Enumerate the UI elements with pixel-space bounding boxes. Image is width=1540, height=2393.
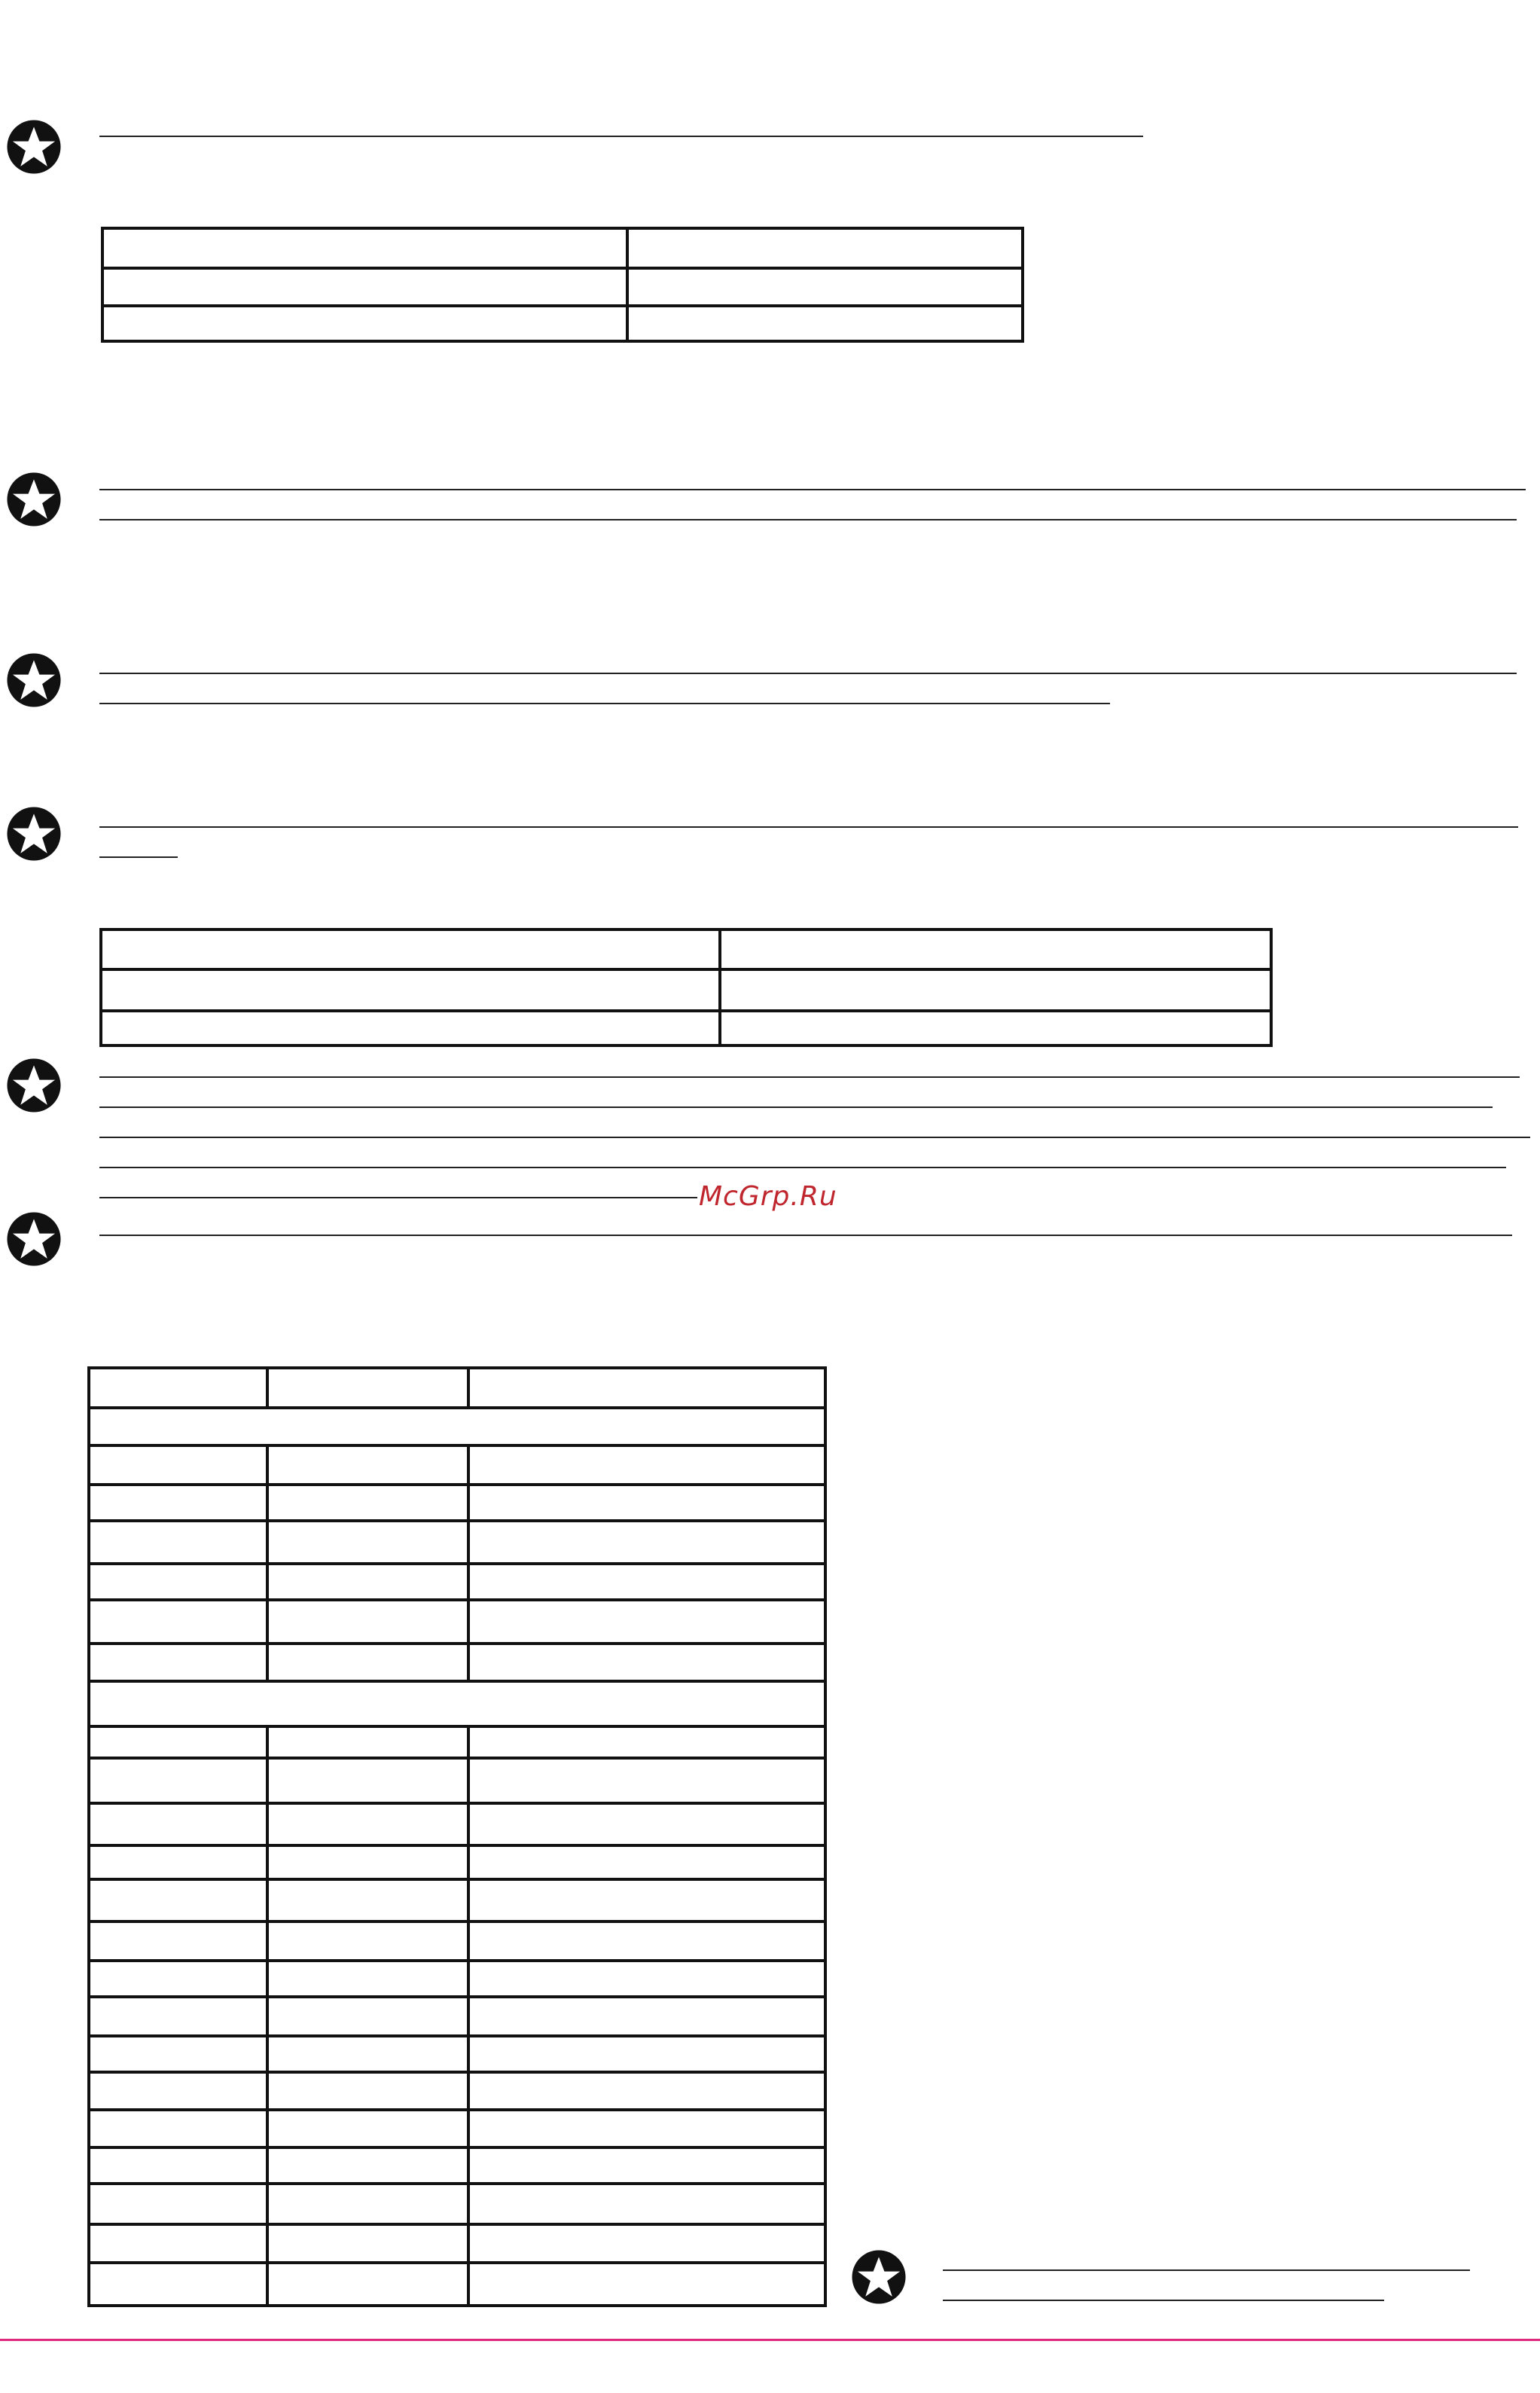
table-cell (627, 228, 1023, 268)
table-cell (89, 2072, 267, 2110)
table-cell (267, 1879, 468, 1921)
star-bullet-icon (6, 472, 62, 527)
table-cell (468, 1879, 825, 1921)
table-cell (468, 1445, 825, 1485)
text-line (99, 1076, 1520, 1078)
table-cell (720, 929, 1271, 969)
table-cell (89, 1961, 267, 1997)
table-cell (267, 1600, 468, 1644)
table-cell (89, 2147, 267, 2184)
table-cell (89, 1485, 267, 1521)
table-cell (468, 1758, 825, 1803)
table-cell (102, 306, 627, 341)
table-cell (267, 1961, 468, 1997)
text-line (99, 489, 1526, 490)
table-section-row (89, 1681, 825, 1726)
table-cell (468, 1726, 825, 1758)
table-cell (89, 2184, 267, 2224)
table-cell (89, 1845, 267, 1879)
table-cell (267, 1803, 468, 1845)
table-cell (89, 1726, 267, 1758)
table-cell (468, 2036, 825, 2072)
table-cell (101, 1011, 720, 1045)
table-cell (267, 2263, 468, 2306)
table-cell (468, 2184, 825, 2224)
star-bullet-icon (851, 2249, 907, 2305)
table-cell (89, 1521, 267, 1564)
table-cell (468, 1803, 825, 1845)
table-cell (102, 268, 627, 306)
table-cell (468, 1368, 825, 1408)
table-cell (267, 1997, 468, 2036)
table-cell (89, 2110, 267, 2147)
text-line (99, 703, 1110, 704)
table-small-1 (101, 227, 1024, 343)
table-cell (720, 1011, 1271, 1045)
table-cell (267, 1758, 468, 1803)
table-cell (89, 1564, 267, 1600)
table-cell (468, 2072, 825, 2110)
text-line (99, 856, 178, 858)
table-cell (89, 1758, 267, 1803)
table-cell (468, 1485, 825, 1521)
text-line (943, 2269, 1470, 2271)
table-cell (720, 969, 1271, 1011)
table-cell (468, 1644, 825, 1681)
table-cell (267, 2036, 468, 2072)
table-cell (267, 1921, 468, 1961)
text-line (99, 519, 1517, 520)
table-cell (267, 2184, 468, 2224)
text-line (99, 1106, 1493, 1108)
table-cell (627, 306, 1023, 341)
table-cell (267, 2147, 468, 2184)
table-cell (89, 2263, 267, 2306)
table-cell (468, 1521, 825, 1564)
table-cell (267, 1726, 468, 1758)
table-cell (89, 1803, 267, 1845)
table-cell (468, 1997, 825, 2036)
table-cell (267, 1644, 468, 1681)
table-cell (89, 1445, 267, 1485)
watermark: McGrp.Ru (699, 1181, 837, 1212)
footer-rule (0, 2339, 1540, 2341)
table-cell (267, 2224, 468, 2263)
table-cell (267, 1368, 468, 1408)
table-cell (102, 228, 627, 268)
table-cell (89, 1368, 267, 1408)
table-cell (468, 2147, 825, 2184)
table-cell (267, 1564, 468, 1600)
table-cell (267, 2110, 468, 2147)
table-cell (101, 929, 720, 969)
table-cell (468, 1921, 825, 1961)
star-bullet-icon (6, 119, 62, 175)
table-cell (89, 1644, 267, 1681)
text-line (99, 1167, 1506, 1168)
star-bullet-icon (6, 1058, 62, 1113)
table-cell (89, 1879, 267, 1921)
table-cell (468, 2224, 825, 2263)
table-cell (468, 1845, 825, 1879)
table-cell (468, 2263, 825, 2306)
table-section-row (89, 1408, 825, 1445)
table-cell (89, 2036, 267, 2072)
text-line (99, 673, 1517, 674)
text-line (943, 2300, 1384, 2301)
text-line (99, 136, 1143, 137)
text-line (99, 826, 1518, 828)
table-cell (267, 1845, 468, 1879)
table-cell (267, 1485, 468, 1521)
table-cell (89, 2224, 267, 2263)
star-bullet-icon (6, 1211, 62, 1267)
table-cell (89, 1600, 267, 1644)
star-bullet-icon (6, 652, 62, 708)
table-cell (468, 1961, 825, 1997)
table-cell (468, 1564, 825, 1600)
table-cell (468, 2110, 825, 2147)
table-cell (89, 1921, 267, 1961)
table-cell (101, 969, 720, 1011)
text-line (99, 1235, 1512, 1236)
table-cell (89, 1997, 267, 2036)
star-bullet-icon (6, 806, 62, 862)
table-cell (267, 1445, 468, 1485)
table-cell (267, 1521, 468, 1564)
table-cell (627, 268, 1023, 306)
text-line (99, 1137, 1530, 1138)
table-cell (468, 1600, 825, 1644)
text-line (99, 1197, 697, 1198)
table-large (87, 1366, 827, 2307)
table-small-2 (99, 928, 1273, 1047)
table-cell (267, 2072, 468, 2110)
